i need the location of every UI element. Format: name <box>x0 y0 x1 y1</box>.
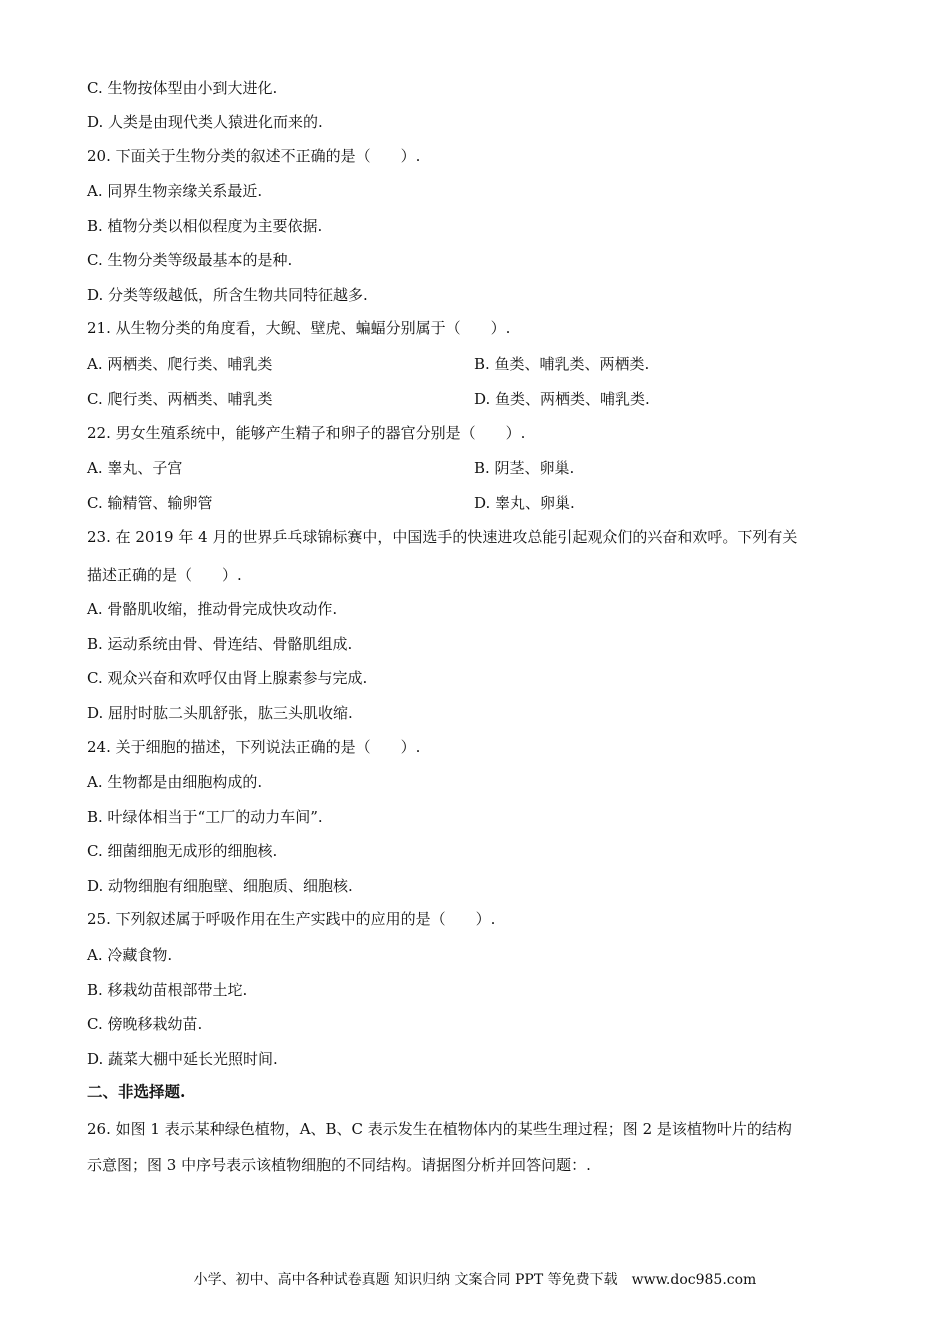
question-21-option-c: C. 爬行类、两栖类、哺乳类 <box>87 390 273 408</box>
question-22-stem: 22. 男女生殖系统中，能够产生精子和卵子的器官分别是（ ）. <box>87 424 526 442</box>
section-title-non-choice: 二、非选择题. <box>87 1082 186 1101</box>
question-25-stem: 25. 下列叙述属于呼吸作用在生产实践中的应用的是（ ）. <box>87 910 496 928</box>
page-footer: 小学、初中、高中各种试卷真题 知识归纳 文案合同 PPT 等免费下载 www.doc985.com <box>193 1272 757 1288</box>
question-25-option-c: C. 傍晚移栽幼苗. <box>87 1015 203 1033</box>
question-23-stem-line2: 描述正确的是（ ）. <box>87 566 242 584</box>
question-26-stem-line2: 示意图；图 3 中序号表示该植物细胞的不同结构。请据图分析并回答问题：. <box>87 1156 591 1174</box>
question-23-option-b: B. 运动系统由骨、骨连结、骨骼肌组成. <box>87 635 353 653</box>
question-23-option-a: A. 骨骼肌收缩，推动骨完成快攻动作. <box>87 600 338 618</box>
question-22-option-d: D. 睾丸、卵巢. <box>474 494 575 512</box>
question-26-stem-line1: 26. 如图 1 表示某种绿色植物，A、B、C 表示发生在植物体内的某些生理过程；图 2 是该植物叶片的结构 <box>87 1120 792 1138</box>
question-20-option-b: B. 植物分类以相似程度为主要依据. <box>87 217 323 235</box>
question-24-option-d: D. 动物细胞有细胞壁、细胞质、细胞核. <box>87 877 353 895</box>
question-24-stem: 24. 关于细胞的描述，下列说法正确的是（ ）. <box>87 738 421 756</box>
question-20-option-d: D. 分类等级越低，所含生物共同特征越多. <box>87 286 368 304</box>
question-21-stem: 21. 从生物分类的角度看，大鲵、壁虎、蝙蝠分别属于（ ）. <box>87 319 511 337</box>
question-25-option-d: D. 蔬菜大棚中延长光照时间. <box>87 1050 278 1068</box>
question-22-option-c: C. 输精管、输卵管 <box>87 494 213 512</box>
question-25-option-b: B. 移栽幼苗根部带土坨. <box>87 981 248 999</box>
question-25-option-a: A. 冷藏食物. <box>87 946 173 964</box>
question-21-option-d: D. 鱼类、两栖类、哺乳类. <box>474 390 650 408</box>
question-21-option-a: A. 两栖类、爬行类、哺乳类 <box>87 355 273 373</box>
question-20-option-a: A. 同界生物亲缘关系最近. <box>87 182 263 200</box>
question-22-option-a: A. 睾丸、子宫 <box>87 459 183 477</box>
question-22-option-b: B. 阴茎、卵巢. <box>474 459 575 477</box>
question-24-option-c: C. 细菌细胞无成形的细胞核. <box>87 842 278 860</box>
question-24-option-b: B. 叶绿体相当于“工厂的动力车间”. <box>87 808 323 826</box>
question-23-stem-line1: 23. 在 2019 年 4 月的世界乒乓球锦标赛中，中国选手的快速进攻总能引起观众们的兴奋和欢呼。下列有关 <box>87 528 798 546</box>
question-23-option-d: D. 屈肘时肱二头肌舒张，肱三头肌收缩. <box>87 704 353 722</box>
question-24-option-a: A. 生物都是由细胞构成的. <box>87 773 263 791</box>
question-20-stem: 20. 下面关于生物分类的叙述不正确的是（ ）. <box>87 147 421 165</box>
option-prev-d: D. 人类是由现代类人猿进化而来的. <box>87 113 323 131</box>
question-20-option-c: C. 生物分类等级最基本的是种. <box>87 251 293 269</box>
option-prev-c: C. 生物按体型由小到大进化. <box>87 79 278 97</box>
question-21-option-b: B. 鱼类、哺乳类、两栖类. <box>474 355 650 373</box>
question-23-option-c: C. 观众兴奋和欢呼仅由肾上腺素参与完成. <box>87 669 368 687</box>
